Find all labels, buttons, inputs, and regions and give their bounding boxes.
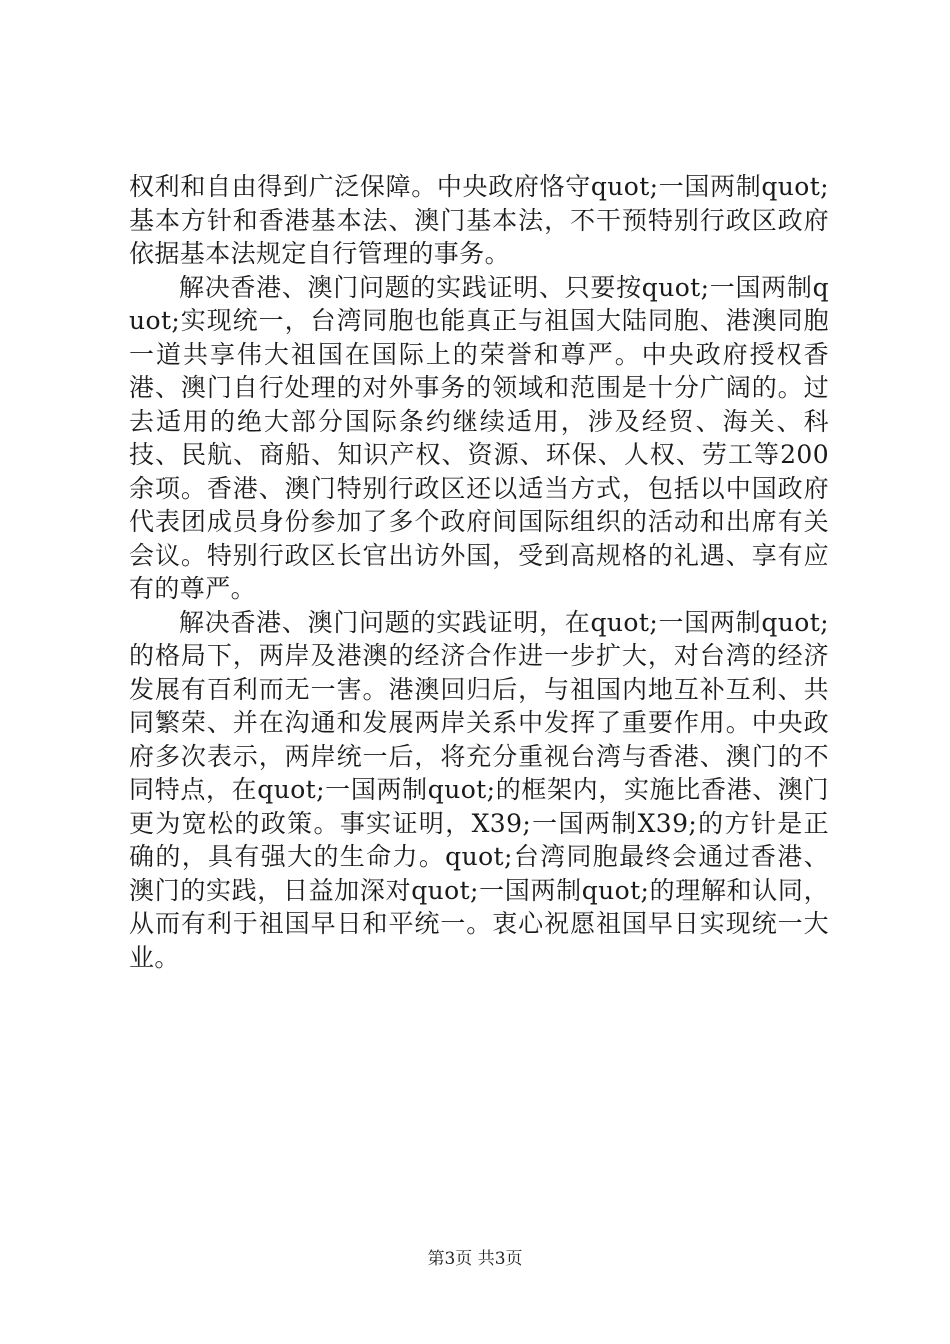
page-number-footer: 第3页 共3页 [427,1249,523,1269]
document-body [129,170,829,974]
paragraph-1: 权利和自由得到广泛保障。中央政府恪守quot;一国两制quot;基本方针和香港基本法、澳门基本法，不干预特别行政区政府依据基本法规定自行管理的事务。 [129,172,829,268]
paragraph-3: 解决香港、澳门问题的实践证明，在quot;一国两制quot;的格局下，两岸及港澳的经济合作进一步扩大，对台湾的经济发展有百利而无一害。港澳回归后，与祖国内地互补互利、共同繁荣、并在沟通和发展两岸关系中发挥了重要作用。中央政府多次表示，两岸统一后，将充分重视台湾与香港、澳门的不同特点，在quot;一国两制quot;的框架内，实施比香港、澳门更为宽松的政策。事实证明，X39;一国两制X39;的方针是正确的，具有强大的生命力。quot;台湾同胞最终会通过香港、澳门的实践，日益加深对quot;一国两制quot;的理解和认同，从而有利于祖国早日和平统一。衷心祝愿祖国早日实现统一大业。 [129,607,829,972]
paragraph-2: 解决香港、澳门问题的实践证明、只要按quot;一国两制quot;实现统一，台湾同胞也能真正与祖国大陆同胞、港澳同胞一道共享伟大祖国在国际上的荣誉和尊严。中央政府授权香港、澳门自行处理的对外事务的领域和范围是十分广阔的。过去适用的绝大部分国际条约继续适用，涉及经贸、海关、科技、民航、商船、知识产权、资源、环保、人权、劳工等200余项。香港、澳门特别行政区还以适当方式，包括以中国政府代表团成员身份参加了多个政府间国际组织的活动和出席有关会议。特别行政区长官出访外国，受到高规格的礼遇、享有应有的尊严。 [129,272,829,603]
